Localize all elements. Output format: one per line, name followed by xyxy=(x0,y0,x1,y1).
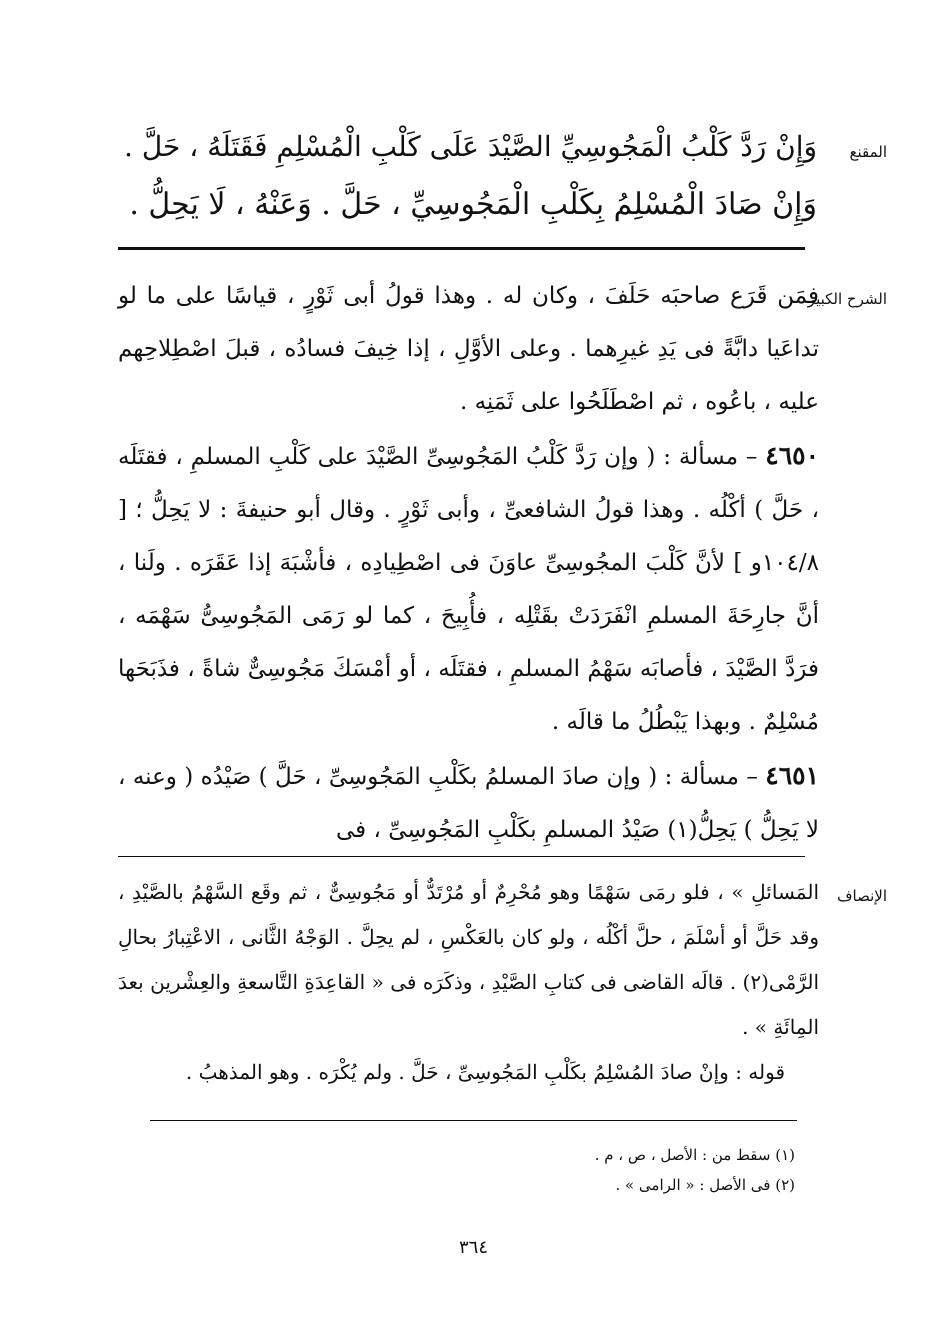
masala-4651-number: ٤٦٥١ xyxy=(765,761,819,790)
sharh-intro: فمَن قَرَع صاحبَه حَلَفَ ، وكان له . وهذا قولُ أبى ثَوْرٍ ، قياسًا على ما لو تداعَيا دابَّةً فى يَدِ غيرِهما . وعلى الأوَّلِ ، إذا خِيفَ فسادُه ، قبلَ اصْطِلاحِهم عليه ، باعُوه ، ثم اصْطَلَحُوا على ثَمَنِه . xyxy=(118,283,819,415)
muqni-line-1: وَإِنْ رَدَّ كَلْبُ الْمَجُوسِيِّ الصَّيْدَ عَلَى كَلْبِ الْمُسْلِمِ فَقَتَلَهُ ، حَلَّ . xyxy=(124,130,817,163)
footnote-1: (١) سقط من : الأصل ، ص ، م . xyxy=(594,1146,795,1164)
masala-4650-number: ٤٦٥٠ xyxy=(765,441,819,470)
sharh-text xyxy=(118,270,819,857)
page-number: ٣٦٤ xyxy=(458,1237,488,1258)
masala-4651 xyxy=(118,749,819,857)
masala-4650-text: – مسألة : ( وإن رَدَّ كَلْبُ المَجُوسِىِّ الصَّيْدَ على كَلْبِ المسلمِ ، فقتَلَه ، حَلَّ ) أكْلُه . وهذا قولُ الشافعىِّ ، وأبى ثَوْرٍ . وقال أبو حنيفةَ : لا يَحِلُّ ؛ [ ١٠٤/٨و ] لأنَّ كَلْبَ المجُوسِىِّ عاوَنَ فى اصْطِيادِه ، فأشْبَهَ إذا عَقَرَه . ولَنا ، أنَّ جارِحَةَ المسلمِ انْفَرَدَتْ بقَتْلِه ، فأُبِيحَ ، كما لو رَمَى المَجُوسِىُّ سَهْمَه ، فرَدَّ الصَّيْدَ ، فأصابَه سَهْمُ المسلمِ ، فقتَلَه ، أو أمْسَكَ مَجُوسِىٌّ شاةً ، فذَبَحَها مُسْلِمٌ . وبهذا يَبْطُلُ ما قالَه . xyxy=(118,444,819,735)
insaf-para-2: قوله : وإنْ صادَ المُسْلِمُ بكَلْبِ المَجُوسِىِّ ، حَلَّ . ولم يُكْرَه . وهو المذهبُ . xyxy=(185,1060,785,1084)
insaf-para-1: المَسائلِ » ، فلو رمَى سَهْمًا وهو مُحْرِمٌ أو مُرْتَدٌّ أو مَجُوسِىٌّ ، ثم وقَع السَّهْمُ بالصَّيْدِ ، وقد حَلَّ أو أسْلَمَ ، حلَّ أكْلُه ، ولو كان بالعَكْسِ ، لم يحِلَّ . الوَجْهُ الثَّانى ، الاعْتِبارُ بحالِ الرَّمْى(٢) . قالَه القاضى فى كتابِ الصَّيْدِ ، وذكَرَه فى « القاعِدَةِ التَّاسعةِ والعِشْرين بعدَ المِائَةِ » . xyxy=(118,880,819,1039)
section-divider-thick xyxy=(118,247,805,250)
masala-4650 xyxy=(118,429,819,749)
section-divider-thin xyxy=(118,856,805,857)
footnotes xyxy=(300,1140,795,1200)
insaf-label: الإنصاف xyxy=(836,887,887,905)
sharh-label: الشرح الكبير xyxy=(807,290,887,308)
footnote-2: (٢) فى الأصل : « الرامى » . xyxy=(615,1176,795,1194)
insaf-text xyxy=(118,870,819,1095)
masala-4651-text: – مسألة : ( وإن صادَ المسلمُ بكَلْبِ المَجُوسِىِّ ، حَلَّ ) صَيْدُه ( وعنه ، لا يَحِلُّ ) يَحِلُّ(١) صَيْدُ المسلمِ بكَلْبِ المَجُوسِىِّ ، فى xyxy=(118,764,819,843)
muqni-label: المقنع xyxy=(849,143,887,161)
footnote-divider xyxy=(150,1120,797,1121)
muqni-text xyxy=(118,118,817,234)
muqni-line-2: وَإِنْ صَادَ الْمُسْلِمُ بِكَلْبِ الْمَجُوسِيِّ ، حَلَّ . وَعَنْهُ ، لَا يَحِلُّ . xyxy=(129,187,817,222)
